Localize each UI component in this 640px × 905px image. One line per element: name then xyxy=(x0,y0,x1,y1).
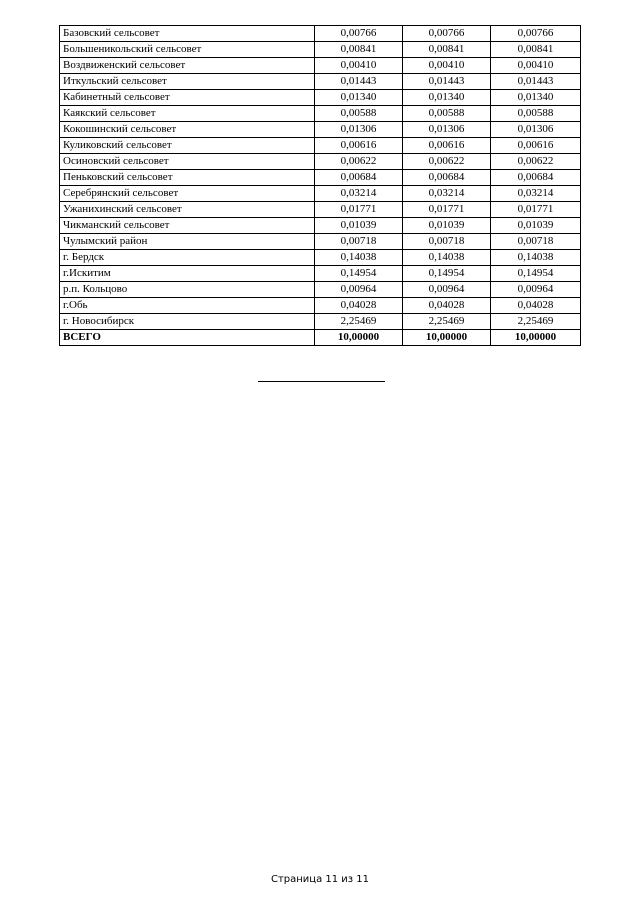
table-row xyxy=(60,202,581,218)
row-name-cell: Куликовский сельсовет xyxy=(60,138,315,154)
table-row xyxy=(60,186,581,202)
table-row xyxy=(60,298,581,314)
value-cell-3: 0,01443 xyxy=(491,74,581,90)
value-cell-1: 0,01443 xyxy=(315,74,403,90)
value-cell-1: 0,01039 xyxy=(315,218,403,234)
row-name-cell: Серебрянский сельсовет xyxy=(60,186,315,202)
value-cell-3: 0,00410 xyxy=(491,58,581,74)
table-row xyxy=(60,122,581,138)
value-cell-3: 0,14038 xyxy=(491,250,581,266)
value-cell-2: 0,01306 xyxy=(403,122,491,138)
value-cell-2: 0,00718 xyxy=(403,234,491,250)
value-cell-3: 0,00588 xyxy=(491,106,581,122)
value-cell-3: 0,01306 xyxy=(491,122,581,138)
row-name-cell: Базовский сельсовет xyxy=(60,26,315,42)
value-cell-1: 2,25469 xyxy=(315,314,403,330)
table-row xyxy=(60,90,581,106)
value-cell-2: 0,00616 xyxy=(403,138,491,154)
value-cell-3: 0,00841 xyxy=(491,42,581,58)
value-cell-1: 0,01306 xyxy=(315,122,403,138)
value-cell-3: 2,25469 xyxy=(491,314,581,330)
table-row xyxy=(60,106,581,122)
value-cell-2: 0,00684 xyxy=(403,170,491,186)
table-row xyxy=(60,218,581,234)
row-name-cell: Каякский сельсовет xyxy=(60,106,315,122)
value-cell-2: 0,01340 xyxy=(403,90,491,106)
value-cell-1: 0,00622 xyxy=(315,154,403,170)
value-cell-1: 0,00841 xyxy=(315,42,403,58)
value-cell-1: 0,14954 xyxy=(315,266,403,282)
row-name-cell: Кокошинский сельсовет xyxy=(60,122,315,138)
value-cell-3: 0,00718 xyxy=(491,234,581,250)
page-number-label: Страница 11 из 11 xyxy=(270,874,370,885)
value-cell-2: 0,14038 xyxy=(403,250,491,266)
value-cell-2: 0,01771 xyxy=(403,202,491,218)
table-row xyxy=(60,138,581,154)
value-cell-3: 0,01771 xyxy=(491,202,581,218)
value-cell-1: 0,00616 xyxy=(315,138,403,154)
total-row xyxy=(60,330,581,346)
table-body xyxy=(60,26,581,346)
row-name-cell: г.Искитим xyxy=(60,266,315,282)
table-row xyxy=(60,42,581,58)
table-row xyxy=(60,314,581,330)
value-cell-1: 0,01771 xyxy=(315,202,403,218)
value-cell-3: 0,00766 xyxy=(491,26,581,42)
total-value-cell-1: 10,00000 xyxy=(315,330,403,346)
value-cell-2: 0,00766 xyxy=(403,26,491,42)
row-name-cell: Чулымский район xyxy=(60,234,315,250)
value-cell-1: 0,03214 xyxy=(315,186,403,202)
value-cell-2: 0,14954 xyxy=(403,266,491,282)
table-row xyxy=(60,154,581,170)
table-row xyxy=(60,234,581,250)
total-label-cell: ВСЕГО xyxy=(60,330,315,346)
row-name-cell: Осиновский сельсовет xyxy=(60,154,315,170)
value-cell-2: 0,00841 xyxy=(403,42,491,58)
distribution-table xyxy=(59,25,581,346)
value-cell-1: 0,00410 xyxy=(315,58,403,74)
value-cell-2: 0,00588 xyxy=(403,106,491,122)
value-cell-1: 0,00588 xyxy=(315,106,403,122)
table-row xyxy=(60,26,581,42)
row-name-cell: Воздвиженский сельсовет xyxy=(60,58,315,74)
value-cell-3: 0,00684 xyxy=(491,170,581,186)
value-cell-2: 0,01039 xyxy=(403,218,491,234)
row-name-cell: г. Бердск xyxy=(60,250,315,266)
table-row xyxy=(60,282,581,298)
value-cell-2: 2,25469 xyxy=(403,314,491,330)
table-row xyxy=(60,250,581,266)
value-cell-3: 0,00964 xyxy=(491,282,581,298)
value-cell-2: 0,00964 xyxy=(403,282,491,298)
value-cell-2: 0,00622 xyxy=(403,154,491,170)
value-cell-2: 0,03214 xyxy=(403,186,491,202)
row-name-cell: Ужанихинский сельсовет xyxy=(60,202,315,218)
table-row xyxy=(60,58,581,74)
value-cell-1: 0,04028 xyxy=(315,298,403,314)
value-cell-2: 0,00410 xyxy=(403,58,491,74)
page-footer xyxy=(0,874,640,885)
row-name-cell: Чикманский сельсовет xyxy=(60,218,315,234)
value-cell-3: 0,01340 xyxy=(491,90,581,106)
value-cell-3: 0,00622 xyxy=(491,154,581,170)
value-cell-1: 0,00964 xyxy=(315,282,403,298)
value-cell-3: 0,04028 xyxy=(491,298,581,314)
value-cell-1: 0,00766 xyxy=(315,26,403,42)
table-row xyxy=(60,74,581,90)
value-cell-1: 0,01340 xyxy=(315,90,403,106)
table-row xyxy=(60,170,581,186)
row-name-cell: Кабинетный сельсовет xyxy=(60,90,315,106)
value-cell-3: 0,03214 xyxy=(491,186,581,202)
row-name-cell: Иткульский сельсовет xyxy=(60,74,315,90)
value-cell-3: 0,00616 xyxy=(491,138,581,154)
row-name-cell: р.п. Кольцово xyxy=(60,282,315,298)
row-name-cell: Большеникольский сельсовет xyxy=(60,42,315,58)
value-cell-3: 0,01039 xyxy=(491,218,581,234)
value-cell-3: 0,14954 xyxy=(491,266,581,282)
row-name-cell: г. Новосибирск xyxy=(60,314,315,330)
value-cell-1: 0,00718 xyxy=(315,234,403,250)
row-name-cell: Пеньковский сельсовет xyxy=(60,170,315,186)
value-cell-2: 0,01443 xyxy=(403,74,491,90)
table-row xyxy=(60,266,581,282)
total-value-cell-2: 10,00000 xyxy=(403,330,491,346)
total-value-cell-3: 10,00000 xyxy=(491,330,581,346)
row-name-cell: г.Обь xyxy=(60,298,315,314)
value-cell-1: 0,14038 xyxy=(315,250,403,266)
value-cell-1: 0,00684 xyxy=(315,170,403,186)
value-cell-2: 0,04028 xyxy=(403,298,491,314)
end-of-document-rule xyxy=(258,381,385,382)
